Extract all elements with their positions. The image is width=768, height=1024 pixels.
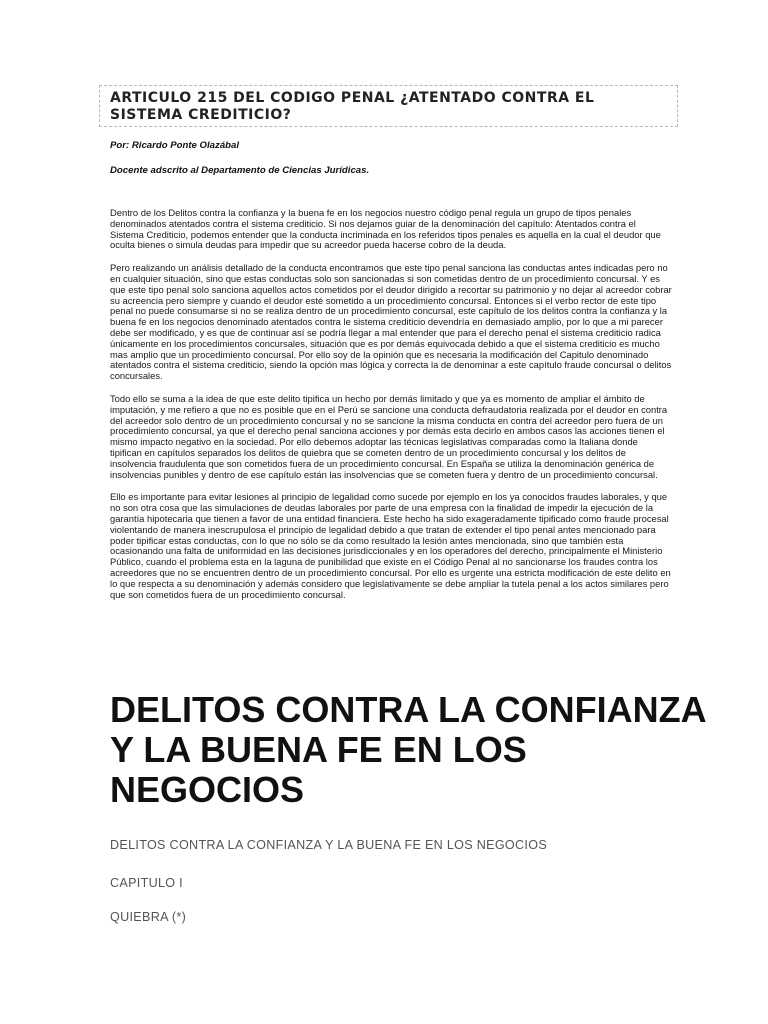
article-body xyxy=(110,208,672,612)
section-subheading: DELITOS CONTRA LA CONFIANZA Y LA BUENA FE EN LOS NEGOCIOS xyxy=(110,838,548,852)
paragraph: Todo ello se suma a la idea de que este delito tipifica un hecho por demás limitado y que ya es momento de ampliar el ámbito de imputación, y me refiero a que no es posible que en el Perú se sancione una conducta defraudatoria realizada por el deudor en contra del acreedor solo dentro de un procedimiento concursal y no se sancione la misma conducta en contra del acreedor pero fuera de un procedimiento concursal, ya que el derecho penal sanciona acciones y por demás esta decirlo en ambos casos las acciones tienen el mismo impacto negativo en la sociedad. Por ello debemos adoptar las técnicas legislativas comparadas como la Italiana donde tipifican en capítulos separados los delitos de quiebra que se cometen dentro de un procedimiento concursal y los delitos de insolvencia fraudulenta que son cometidos fuera de un procedimiento concursal. En España se utiliza la denominación genérica de insolvencias punibles y dentro de ese capítulo están las insolvencias que se cometen fuera y dentro de un procedimiento concursal. xyxy=(110,392,668,480)
chapter-label: CAPITULO I xyxy=(110,876,183,890)
article-title: ARTICULO 215 DEL CODIGO PENAL ¿ATENTADO CONTRA EL SISTEMA CREDITICIO? xyxy=(110,90,595,123)
author-affiliation: Docente adscrito al Departamento de Ciencias Jurídicas. xyxy=(110,165,370,176)
article-title-box xyxy=(99,85,678,127)
chapter-title: QUIEBRA (*) xyxy=(110,910,187,924)
paragraph: Pero realizando un análisis detallado de la conducta encontramos que este tipo penal sanciona las conductas antes indicadas pero no en cualquier situación, sino que estas conductas solo son sancionadas si son cometidas dentro de un procedimiento concursal. Y es que este tipo penal solo sanciona aquellos actos cometidos por el deudor dirigido a recortar su patrimonio y no dejar al acreedor cobrar su acreencia pero siempre y cuando el deudor esté sometido a un procedimiento concursal. Entonces si el verbo rector de este tipo penal no puede consumarse si no se realiza dentro de un procedimiento concursal, este capítulo de los delitos contra la confianza y la buena fe en los negocios denominado atentados contra le sistema crediticio devendría en demasiado amplio, por lo que a mi parecer debe ser modificado, y es que de continuar así se podría llegar a mal entender que para el derecho penal el sistema crediticio radica únicamente en los procedimientos concursales, situación que es por demás equivocada debido a que el sistema crediticio es mucho mas amplio que un procedimiento concursal. Por ello soy de la opinión que es necesaria la modificación del Capitulo denominado atentados contra el sistema crediticio, siendo la opción mas lógica y correcta la de denominar a este capítulo fraude concursal o delitos concursales. xyxy=(110,262,672,382)
paragraph: Ello es importante para evitar lesiones al principio de legalidad como sucede por ejemplo en los ya conocidos fraudes laborales, y que no son otra cosa que las simulaciones de deudas laborales por parte de una empresa con la finalidad de impedir la ejecución de la garantía hipotecaria que tienen a favor de una entidad financiera. Este hecho ha sido exageradamente tipificado como fraude procesal violentando de manera inescrupulosa el principio de legalidad debido a que tratan de extender el tipo penal antes mencionado para poder tipificar estas conductas, con lo que no sólo se da como resultado la lesión antes mencionada, sino que también esta ocasionando una falta de uniformidad en las decisiones jurisdiccionales y en los operadores del derecho, principalmente el Ministerio Público, cuando el problema esta en la laguna de punibilidad que existe en el Código Penal al no sancionarse los fraudes contra los acreedores que no se encuentren dentro de un procedimiento concursal. Por ello es urgente una estricta modificación de este delito en lo que respecta a su denominación y además considero que legislativamente se debe ampliar la tutela penal a los actos similares pero que son cometidos fuera de un procedimiento concursal. xyxy=(110,491,671,600)
section-heading: DELITOS CONTRA LA CONFIANZA Y LA BUENA FE EN LOS NEGOCIOS xyxy=(110,689,706,810)
author-byline: Por: Ricardo Ponte Olazábal xyxy=(110,140,240,151)
paragraph: Dentro de los Delitos contra la confianza y la buena fe en los negocios nuestro código penal regula un grupo de tipos penales denominados atentados contra el sistema crediticio. Si nos dejamos guiar de la denominación del capítulo: Atentados contra el Sistema Crediticio, podemos entender que la conducta incriminada en los referidos tipos penales es aquella en la cual el deudor que oculta bienes o simula deudas para impedir que su acreedor pueda hacerse cobro de la deuda. xyxy=(110,207,661,251)
